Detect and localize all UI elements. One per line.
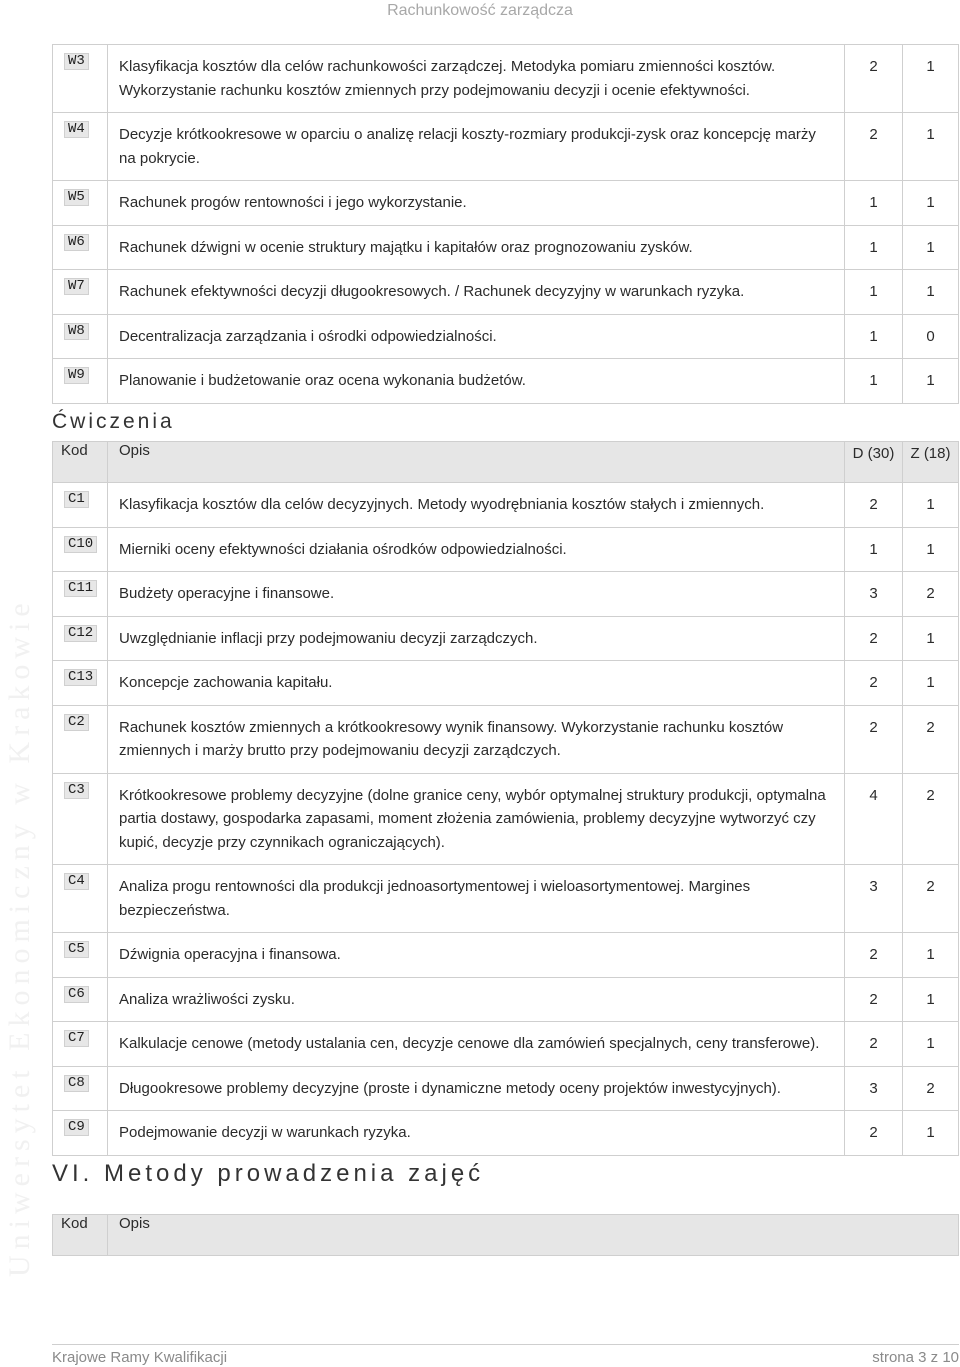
- lecture-table: [52, 44, 959, 404]
- code-label: C13: [64, 669, 97, 686]
- table-row: [53, 705, 959, 773]
- description-cell: Koncepcje zachowania kapitału.: [108, 661, 845, 706]
- table-row: [53, 314, 959, 359]
- description-cell: Rachunek progów rentowności i jego wykorzystanie.: [108, 181, 845, 226]
- hours-d-cell: 4: [845, 773, 903, 865]
- hours-z-cell: 1: [903, 1111, 959, 1156]
- hours-z-cell: 1: [903, 359, 959, 404]
- code-cell: [53, 865, 108, 933]
- code-cell: [53, 572, 108, 617]
- methods-table: [52, 1214, 959, 1256]
- watermark-text: Uniwersytet Ekonomiczny w Krakowie: [3, 597, 36, 1277]
- page-header-title: Rachunkowość zarządcza: [387, 2, 573, 19]
- code-cell: [53, 661, 108, 706]
- table-row: [53, 483, 959, 528]
- hours-d-cell: 2: [845, 977, 903, 1022]
- code-label: W6: [64, 234, 89, 251]
- hours-z-cell: 1: [903, 483, 959, 528]
- description-cell: Rachunek dźwigni w ocenie struktury majątku i kapitałów oraz prognozowaniu zysków.: [108, 225, 845, 270]
- code-label: C10: [64, 536, 97, 553]
- code-cell: [53, 1111, 108, 1156]
- table-row: [53, 1022, 959, 1067]
- hours-z-cell: 2: [903, 1066, 959, 1111]
- description-cell: Długookresowe problemy decyzyjne (proste i dynamiczne metody oceny projektów inwestycyjnych).: [108, 1066, 845, 1111]
- hours-d-cell: 3: [845, 572, 903, 617]
- code-label: C12: [64, 625, 97, 642]
- table-row: [53, 1111, 959, 1156]
- code-cell: [53, 977, 108, 1022]
- description-cell: Dźwignia operacyjna i finansowa.: [108, 933, 845, 978]
- description-cell: Rachunek kosztów zmiennych a krótkookresowy wynik finansowy. Wykorzystanie rachunku kosztów zmiennych i marży brutto przy podejmowaniu decyzji zarządczych.: [108, 705, 845, 773]
- exercises-section-title: Ćwiczenia: [52, 410, 175, 433]
- description-cell: Planowanie i budżetowanie oraz ocena wykonania budżetów.: [108, 359, 845, 404]
- hours-d-cell: 2: [845, 933, 903, 978]
- hours-z-cell: 1: [903, 270, 959, 315]
- hours-z-cell: 1: [903, 1022, 959, 1067]
- description-cell: Klasyfikacja kosztów dla celów rachunkowości zarządczej. Metodyka pomiaru zmienności kosztów. Wykorzystanie rachunku kosztów zmiennych przy podejmowaniu decyzji i ocenie efektywności.: [108, 45, 845, 113]
- table-row: [53, 1066, 959, 1111]
- methods-section-title: VI. Metody prowadzenia zajęć: [52, 1160, 485, 1187]
- hours-d-cell: 2: [845, 113, 903, 181]
- code-label: W4: [64, 121, 89, 138]
- hours-z-cell: 1: [903, 527, 959, 572]
- hours-d-cell: 1: [845, 527, 903, 572]
- hours-d-cell: 1: [845, 359, 903, 404]
- methods-header-opis: Opis: [108, 1215, 959, 1256]
- description-cell: Budżety operacyjne i finansowe.: [108, 572, 845, 617]
- description-cell: Decyzje krótkookresowe w oparciu o analizę relacji koszty-rozmiary produkcji-zysk oraz koncepcję marży na pokrycie.: [108, 113, 845, 181]
- hours-d-cell: 2: [845, 1111, 903, 1156]
- description-cell: Klasyfikacja kosztów dla celów decyzyjnych. Metody wyodrębniania kosztów stałych i zmiennych.: [108, 483, 845, 528]
- code-label: C5: [64, 941, 89, 958]
- hours-d-cell: 2: [845, 1022, 903, 1067]
- code-label: C1: [64, 491, 89, 508]
- table-row: [53, 572, 959, 617]
- methods-header-kod: Kod: [53, 1215, 108, 1256]
- hours-d-cell: 3: [845, 1066, 903, 1111]
- hours-z-cell: 1: [903, 661, 959, 706]
- description-cell: Decentralizacja zarządzania i ośrodki odpowiedzialności.: [108, 314, 845, 359]
- code-cell: [53, 113, 108, 181]
- code-label: W8: [64, 323, 89, 340]
- description-cell: Rachunek efektywności decyzji długookresowych. / Rachunek decyzyjny w warunkach ryzyka.: [108, 270, 845, 315]
- hours-z-cell: 1: [903, 616, 959, 661]
- code-label: W9: [64, 367, 89, 384]
- code-label: W7: [64, 278, 89, 295]
- table-row: [53, 933, 959, 978]
- code-label: C6: [64, 986, 89, 1003]
- code-label: C7: [64, 1030, 89, 1047]
- header-z18: Z (18): [903, 442, 959, 483]
- hours-z-cell: 1: [903, 181, 959, 226]
- footer-left-text: Krajowe Ramy Kwalifikacji: [52, 1349, 228, 1366]
- code-cell: [53, 359, 108, 404]
- hours-d-cell: 1: [845, 225, 903, 270]
- code-cell: [53, 45, 108, 113]
- table-row: [53, 270, 959, 315]
- hours-z-cell: 0: [903, 314, 959, 359]
- description-cell: Uwzględnianie inflacji przy podejmowaniu decyzji zarządczych.: [108, 616, 845, 661]
- table-row: [53, 773, 959, 865]
- table-row: [53, 661, 959, 706]
- code-cell: [53, 225, 108, 270]
- table-row: [53, 865, 959, 933]
- table-row: [53, 616, 959, 661]
- hours-z-cell: 1: [903, 113, 959, 181]
- hours-z-cell: 1: [903, 45, 959, 113]
- code-label: C8: [64, 1075, 89, 1092]
- hours-d-cell: 2: [845, 483, 903, 528]
- table-row: [53, 181, 959, 226]
- hours-d-cell: 2: [845, 705, 903, 773]
- table-row: [53, 527, 959, 572]
- code-label: C11: [64, 580, 97, 597]
- code-cell: [53, 1066, 108, 1111]
- code-cell: [53, 1022, 108, 1067]
- code-cell: [53, 181, 108, 226]
- code-label: W5: [64, 189, 89, 206]
- description-cell: Podejmowanie decyzji w warunkach ryzyka.: [108, 1111, 845, 1156]
- hours-z-cell: 2: [903, 773, 959, 865]
- methods-header-row: [53, 1215, 959, 1256]
- footer-page-number: strona 3 z 10: [872, 1349, 959, 1366]
- table-row: [53, 977, 959, 1022]
- exercises-table: [52, 441, 959, 1156]
- code-label: C4: [64, 873, 89, 890]
- header-opis: Opis: [108, 442, 845, 483]
- code-label: C9: [64, 1119, 89, 1136]
- table-row: [53, 225, 959, 270]
- description-cell: Mierniki oceny efektywności działania ośrodków odpowiedzialności.: [108, 527, 845, 572]
- hours-d-cell: 1: [845, 314, 903, 359]
- description-cell: Analiza progu rentowności dla produkcji jednoasortymentowej i wieloasortymentowej. Margines bezpieczeństwa.: [108, 865, 845, 933]
- hours-d-cell: 3: [845, 865, 903, 933]
- code-cell: [53, 270, 108, 315]
- code-label: C2: [64, 714, 89, 731]
- hours-z-cell: 1: [903, 977, 959, 1022]
- description-cell: Krótkookresowe problemy decyzyjne (dolne granice ceny, wybór optymalnej struktury produkcji, optymalna partia dostawy, gospodarka zapasami, moment złożenia zamówienia, problemy decyzyjne wytworzyć czy kupić, decyzje przy czynnikach ograniczających).: [108, 773, 845, 865]
- code-cell: [53, 705, 108, 773]
- page-footer: [52, 1344, 959, 1366]
- code-label: C3: [64, 782, 89, 799]
- code-cell: [53, 483, 108, 528]
- hours-z-cell: 1: [903, 225, 959, 270]
- hours-d-cell: 1: [845, 270, 903, 315]
- description-cell: Analiza wrażliwości zysku.: [108, 977, 845, 1022]
- table-row: [53, 45, 959, 113]
- code-cell: [53, 773, 108, 865]
- code-label: W3: [64, 53, 89, 70]
- hours-z-cell: 2: [903, 865, 959, 933]
- hours-z-cell: 1: [903, 933, 959, 978]
- code-cell: [53, 527, 108, 572]
- hours-d-cell: 1: [845, 181, 903, 226]
- hours-d-cell: 2: [845, 616, 903, 661]
- hours-d-cell: 2: [845, 661, 903, 706]
- header-kod: Kod: [53, 442, 108, 483]
- table-row: [53, 113, 959, 181]
- hours-z-cell: 2: [903, 705, 959, 773]
- description-cell: Kalkulacje cenowe (metody ustalania cen, decyzje cenowe dla zamówień specjalnych, ceny transferowe).: [108, 1022, 845, 1067]
- code-cell: [53, 314, 108, 359]
- code-cell: [53, 616, 108, 661]
- code-cell: [53, 933, 108, 978]
- exercises-header-row: [53, 442, 959, 483]
- header-d30: D (30): [845, 442, 903, 483]
- table-row: [53, 359, 959, 404]
- hours-d-cell: 2: [845, 45, 903, 113]
- hours-z-cell: 2: [903, 572, 959, 617]
